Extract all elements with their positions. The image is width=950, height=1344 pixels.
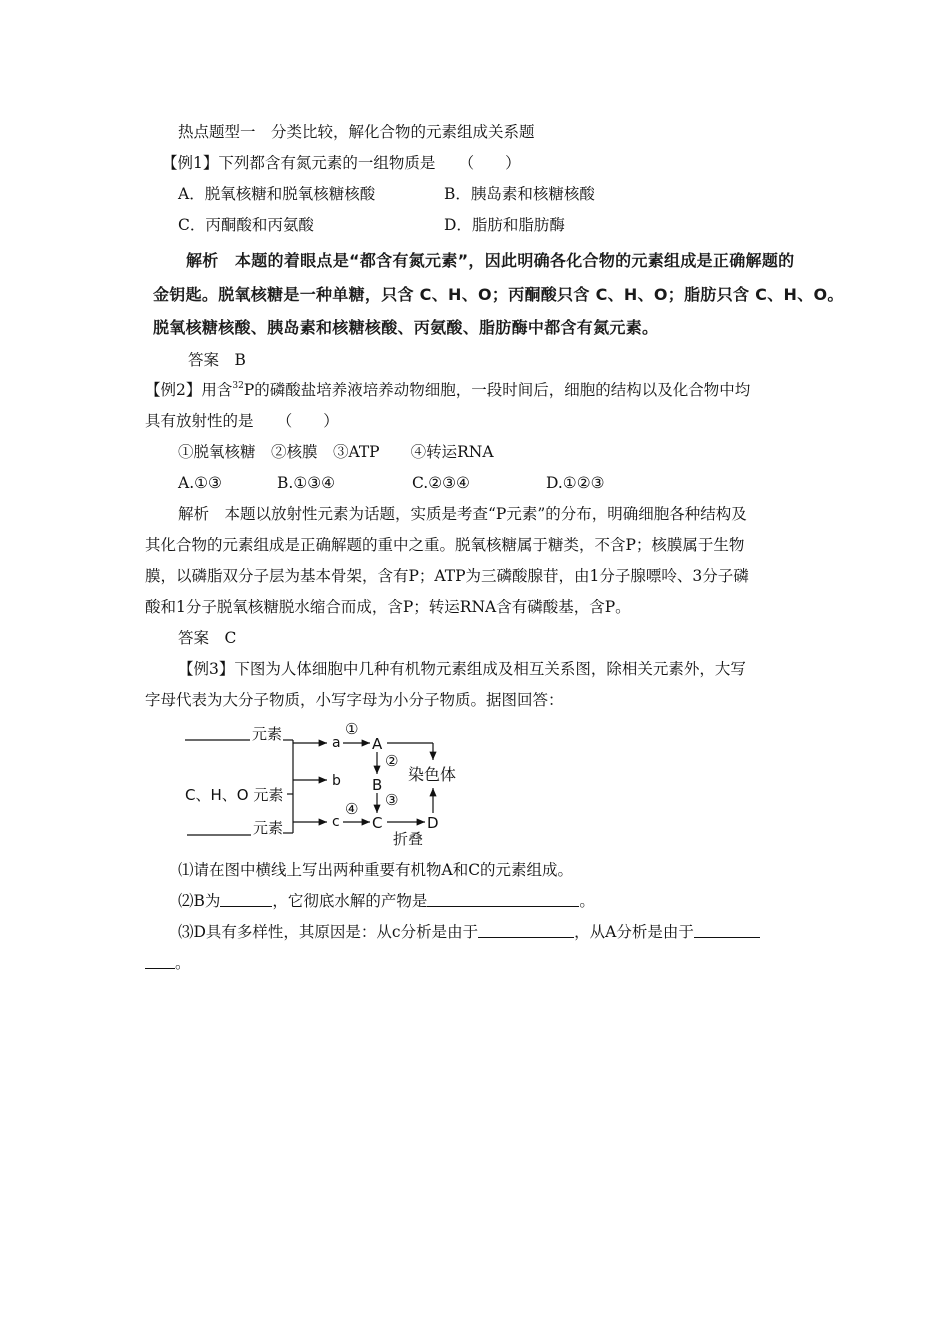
question-3-part2: ，从A分析是由于 [574,923,694,941]
node-A: A [372,735,383,753]
answer-blank-hydrolysis[interactable] [427,892,579,907]
step-3-label: ③ [385,791,399,809]
example2-analysis-line3: 膜，以磷脂双分子层为基本骨架，含有P；ATP为三磷酸腺苷，由1分子腺嘌呤、3分子磷 [145,567,749,585]
example2-items: ①脱氧核糖 ②核膜 ③ATP ④转运RNA [178,443,494,461]
question-1: ⑴请在图中横线上写出两种重要有机物A和C的元素组成。 [178,861,574,879]
example3-stem-line1: 【例3】下图为人体细胞中几种有机物元素组成及相互关系图，除相关元素外，大写 [178,660,746,678]
example2-option-d: D.①②③ [546,474,605,492]
example1-option-d: D．脂肪和脂肪酶 [444,216,565,234]
answer-blank-A-reason-start[interactable] [694,923,760,938]
question-2-part3: 。 [579,892,595,910]
example1-option-c: C．丙酮酸和丙氨酸 [178,216,314,234]
example2-analysis-line2: 其化合物的元素组成是正确解题的重中之重。脱氧核糖属于糖类，不含P；核膜属于生物 [145,536,745,554]
example2-option-a: A.①③ [178,474,222,492]
node-C: C [372,814,383,832]
example2-option-b: B.①③④ [277,474,336,492]
example1-analysis-line2: 金钥匙。脱氧核糖是一种单糖，只含 C、H、O；丙酮酸只含 C、H、O；脂肪只含 C、H、O。 [153,285,844,304]
example1-stem: 【例1】下列都含有氮元素的一组物质是 （ ） [162,154,521,172]
example3-stem-line2: 字母代表为大分子物质，小写字母为小分子物质。据图回答： [145,691,564,709]
example2-stem-pre: 【例2】用含 [145,381,233,399]
isotope-superscript: 32 [232,381,244,391]
example2-analysis-line1: 解析 本题以放射性元素为话题，实质是考查“P元素”的分布，明确细胞各种结构及 [178,505,747,523]
example2-stem-post: P的磷酸盐培养液培养动物细胞，一段时间后，细胞的结构以及化合物中均 [243,381,751,399]
example1-analysis-line3: 脱氧核糖核酸、胰岛素和核糖核酸、丙氨酸、脂肪酶中都含有氮元素。 [153,318,659,337]
question-3 [178,922,760,942]
node-a: a [332,735,341,751]
answer-blank-c-reason[interactable] [478,923,574,938]
step-4-label: ④ [345,800,359,818]
answer-blank-A-reason-end[interactable] [145,954,175,969]
example2-stem-line2: 具有放射性的是 （ ） [145,412,339,430]
elements-top-label: 元素 [252,725,283,743]
node-D: D [427,814,439,832]
chromosome-label: 染色体 [408,765,457,784]
example2-stem [145,380,750,400]
answer-blank-B[interactable] [220,892,272,907]
step-2-label: ② [385,752,399,770]
question-2-part2: ，它彻底水解的产物是 [272,892,428,910]
question-3-part1: ⑶D具有多样性，其原因是：从c分析是由于 [178,923,479,941]
node-c: c [332,814,340,830]
step-1-label: ① [345,720,359,738]
node-b: b [332,773,341,789]
example1-option-b: B．胰岛素和核糖核酸 [444,185,595,203]
example2-answer: 答案 C [178,629,237,647]
question-3-continued [145,953,191,973]
example2-option-c: C.②③④ [412,474,470,492]
example1-answer: 答案 B [188,351,246,369]
element-relationship-diagram [175,718,495,848]
section-title: 热点题型一 分类比较，解化合物的元素组成关系题 [178,123,535,141]
folding-label: 折叠 [393,830,424,848]
example2-analysis-line4: 酸和1分子脱氧核糖脱水缩合而成，含P；转运RNA含有磷酸基，含P。 [145,598,631,616]
cho-elements-label: C、H、O 元素 [185,786,284,804]
node-B: B [372,776,383,794]
example1-analysis-line1: 解析 本题的着眼点是“都含有氮元素”，因此明确各化合物的元素组成是正确解题的 [186,251,795,270]
elements-bottom-label: 元素 [253,819,284,837]
example1-option-a: A．脱氧核糖和脱氧核糖核酸 [178,185,376,203]
question-3-part3: 。 [175,954,191,972]
question-2 [178,891,595,911]
question-2-part1: ⑵B为 [178,892,221,910]
